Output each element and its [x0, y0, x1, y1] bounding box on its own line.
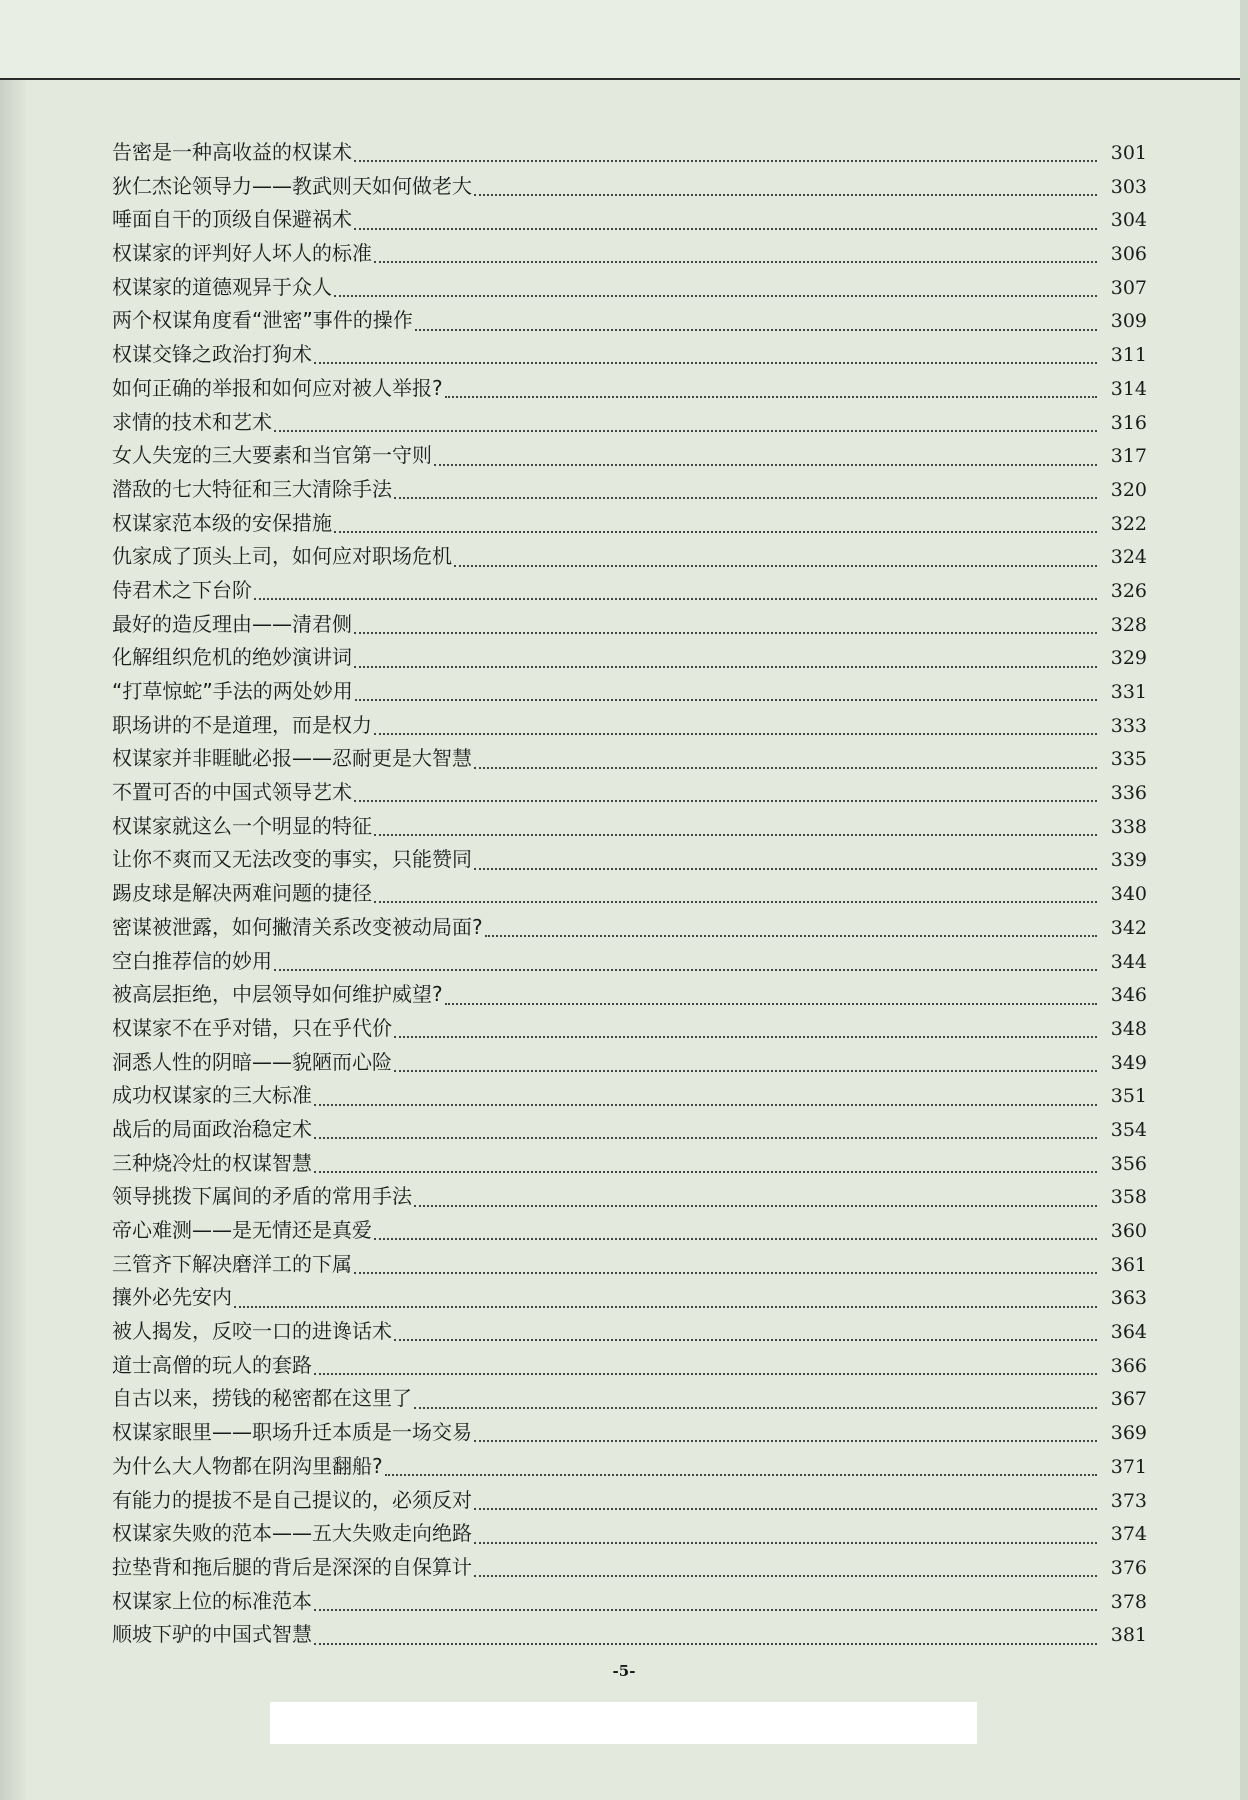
toc-entry-page-number: 374	[1110, 1523, 1147, 1546]
toc-entry-page-number: 360	[1110, 1220, 1147, 1242]
toc-entry-title: 为什么大人物都在阴沟里翻船?	[112, 1453, 383, 1478]
toc-entry-title: 战后的局面政治稳定术	[112, 1116, 312, 1141]
dot-leader	[445, 1002, 1097, 1005]
toc-entry-title: 权谋家失败的范本——五大失败走向绝路	[112, 1521, 472, 1546]
toc-entry-title: 领导挑拨下属间的矛盾的常用手法	[112, 1184, 412, 1209]
toc-entry-page-number: 324	[1110, 546, 1147, 569]
toc-entry[interactable]	[112, 877, 1147, 911]
dot-leader	[334, 530, 1097, 533]
toc-entry-title: 两个权谋角度看“泄密”事件的操作	[112, 308, 413, 333]
toc-entry-title: 侍君术之下台阶	[112, 577, 252, 602]
toc-entry-title: 权谋家并非睚眦必报——忍耐更是大智慧	[112, 746, 472, 771]
dot-leader	[354, 227, 1097, 230]
dot-leader	[274, 429, 1097, 432]
toc-entry-title: 权谋交锋之政治打狗术	[112, 342, 312, 367]
dot-leader	[434, 463, 1097, 466]
dot-leader	[314, 1608, 1097, 1611]
toc-entry-title: 被高层拒绝，中层领导如何维护威望?	[112, 982, 443, 1007]
toc-entry-title: 有能力的提拔不是自己提议的，必须反对	[112, 1487, 472, 1512]
toc-entry-page-number: 340	[1110, 883, 1147, 906]
toc-entry-page-number: 344	[1110, 950, 1147, 973]
redaction-box	[270, 1702, 977, 1744]
toc-entry-page-number: 333	[1110, 714, 1147, 737]
dot-leader	[355, 698, 1097, 701]
toc-entry[interactable]	[112, 1281, 1147, 1315]
toc-entry-title: 不置可否的中国式领导艺术	[112, 780, 352, 805]
dot-leader	[394, 1069, 1097, 1072]
toc-entry-page-number: 304	[1110, 209, 1147, 232]
page-top-margin	[0, 0, 1248, 80]
toc-entry-title: 如何正确的举报和如何应对被人举报?	[112, 375, 443, 400]
toc-entry-title: 三管齐下解决磨洋工的下属	[112, 1251, 352, 1276]
toc-entry-page-number: 371	[1110, 1455, 1147, 1478]
toc-entry-title: 空白推荐信的妙用	[112, 948, 272, 973]
dot-leader	[454, 564, 1097, 567]
dot-leader	[354, 631, 1097, 634]
toc-entry-page-number: 322	[1110, 512, 1147, 535]
toc-entry-page-number: 358	[1110, 1186, 1147, 1209]
toc-entry-title: 狄仁杰论领导力——教武则天如何做老大	[112, 173, 472, 198]
toc-entry-page-number: 306	[1110, 243, 1147, 266]
toc-entry-title: 求情的技术和艺术	[112, 409, 272, 434]
toc-entry-title: 权谋家就这么一个明显的特征	[112, 813, 372, 838]
toc-entry-title: 权谋家范本级的安保措施	[112, 510, 332, 535]
toc-entry-title: 化解组织危机的绝妙演讲词	[112, 645, 352, 670]
toc-entry[interactable]	[112, 641, 1147, 675]
toc-entry-title: 被人揭发，反咬一口的进谗话术	[112, 1319, 392, 1344]
dot-leader	[394, 496, 1097, 499]
toc-entry[interactable]	[112, 1517, 1147, 1551]
dot-leader	[415, 328, 1097, 331]
dot-leader	[474, 193, 1097, 196]
dot-leader	[445, 395, 1097, 398]
dot-leader	[474, 1574, 1097, 1577]
toc-entry-page-number: 361	[1110, 1253, 1147, 1276]
toc-entry-page-number: 363	[1110, 1287, 1147, 1310]
toc-entry-page-number: 335	[1110, 748, 1147, 771]
toc-entry-title: 攘外必先安内	[112, 1285, 232, 1310]
dot-leader	[354, 1271, 1097, 1274]
toc-entry[interactable]	[112, 945, 1147, 979]
dot-leader	[374, 833, 1097, 836]
toc-entry[interactable]	[112, 1618, 1147, 1652]
toc-entry[interactable]	[112, 1147, 1147, 1181]
toc-entry-page-number: 342	[1110, 916, 1147, 939]
toc-entry-page-number: 314	[1110, 377, 1147, 400]
dot-leader	[314, 1170, 1097, 1173]
toc-entry-title: 让你不爽而又无法改变的事实，只能赞同	[112, 847, 472, 872]
toc-entry-page-number: 369	[1110, 1422, 1147, 1445]
toc-entry[interactable]	[112, 1012, 1147, 1046]
toc-entry[interactable]	[112, 810, 1147, 844]
dot-leader	[474, 1541, 1097, 1544]
dot-leader	[394, 1035, 1097, 1038]
dot-leader	[314, 361, 1097, 364]
toc-entry[interactable]	[112, 1113, 1147, 1147]
toc-entry[interactable]	[112, 203, 1147, 237]
toc-entry[interactable]	[112, 776, 1147, 810]
toc-entry-page-number: 336	[1110, 782, 1147, 805]
toc-entry[interactable]	[112, 439, 1147, 473]
toc-entry-title: 顺坡下驴的中国式智慧	[112, 1622, 312, 1647]
toc-entry[interactable]	[112, 911, 1147, 945]
toc-entry[interactable]	[112, 1382, 1147, 1416]
toc-entry[interactable]	[112, 843, 1147, 877]
toc-entry[interactable]	[112, 372, 1147, 406]
dot-leader	[374, 900, 1097, 903]
binding-edge	[0, 80, 26, 1800]
toc-entry-title: 权谋家眼里——职场升迁本质是一场交易	[112, 1420, 472, 1445]
toc-entry[interactable]	[112, 1416, 1147, 1450]
toc-entry-page-number: 320	[1110, 478, 1147, 501]
toc-entry-page-number: 376	[1110, 1556, 1147, 1579]
toc-entry-page-number: 356	[1110, 1152, 1147, 1175]
toc-entry-page-number: 373	[1110, 1489, 1147, 1512]
toc-entry-title: 告密是一种高收益的权谋术	[112, 140, 352, 164]
toc-entry[interactable]	[112, 1551, 1147, 1585]
toc-entry-page-number: 301	[1110, 142, 1147, 164]
toc-entry[interactable]	[112, 709, 1147, 743]
dot-leader	[474, 1439, 1097, 1442]
toc-entry[interactable]	[112, 675, 1147, 709]
toc-entry-title: 最好的造反理由——清君侧	[112, 611, 352, 636]
toc-entry-title: 仇家成了顶头上司，如何应对职场危机	[112, 544, 452, 569]
toc-entry-title: 密谋被泄露，如何撇清关系改变被动局面?	[112, 914, 483, 939]
toc-entry-page-number: 351	[1110, 1085, 1147, 1108]
dot-leader	[314, 1642, 1097, 1645]
dot-leader	[414, 1406, 1097, 1409]
toc-entry-title: 洞悉人性的阴暗——貌陋而心险	[112, 1049, 392, 1074]
toc-entry-title: 成功权谋家的三大标准	[112, 1083, 312, 1108]
toc-entry-page-number: 316	[1110, 411, 1147, 434]
toc-entry-title: 唾面自干的顶级自保避祸术	[112, 207, 352, 232]
toc-entry[interactable]	[112, 507, 1147, 541]
toc-entry[interactable]	[112, 338, 1147, 372]
toc-entry[interactable]	[112, 978, 1147, 1012]
toc-entry[interactable]	[112, 1450, 1147, 1484]
top-rule-divider	[0, 78, 1240, 80]
toc-entry[interactable]	[112, 237, 1147, 271]
toc-entry[interactable]	[112, 406, 1147, 440]
dot-leader	[234, 1305, 1097, 1308]
dot-leader	[254, 597, 1097, 600]
toc-entry-page-number: 346	[1110, 984, 1147, 1007]
toc-entry-title: “打草惊蛇”手法的两处妙用	[112, 679, 353, 703]
toc-entry-page-number: 311	[1110, 344, 1147, 367]
dot-leader	[385, 1473, 1097, 1476]
dot-leader	[374, 260, 1097, 263]
dot-leader	[485, 934, 1097, 937]
toc-entry-page-number: 339	[1110, 849, 1147, 872]
dot-leader	[474, 867, 1097, 870]
toc-entry-title: 拉垫背和拖后腿的背后是深深的自保算计	[112, 1554, 472, 1579]
toc-entry-page-number: 338	[1110, 815, 1147, 838]
dot-leader	[394, 1338, 1097, 1341]
toc-entry-page-number: 331	[1110, 681, 1147, 703]
toc-entry-page-number: 326	[1110, 579, 1147, 602]
dot-leader	[374, 1237, 1097, 1240]
toc-entry[interactable]	[112, 473, 1147, 507]
toc-entry-title: 权谋家的道德观异于众人	[112, 274, 332, 299]
toc-entry[interactable]	[112, 170, 1147, 204]
page-number: -5-	[612, 1662, 636, 1680]
toc-entry[interactable]	[112, 136, 1147, 170]
dot-leader	[314, 1372, 1097, 1375]
toc-entry-title: 自古以来，捞钱的秘密都在这里了	[112, 1386, 412, 1411]
dot-leader	[274, 968, 1097, 971]
toc-entry-page-number: 378	[1110, 1590, 1147, 1613]
toc-entry[interactable]	[112, 1214, 1147, 1248]
toc-entry-page-number: 303	[1110, 175, 1147, 198]
toc-entry-title: 权谋家的评判好人坏人的标准	[112, 241, 372, 266]
toc-entry[interactable]	[112, 1349, 1147, 1383]
toc-entry[interactable]	[112, 742, 1147, 776]
toc-entry-page-number: 381	[1110, 1624, 1147, 1647]
dot-leader	[354, 159, 1097, 162]
toc-entry-page-number: 349	[1110, 1051, 1147, 1074]
toc-entry-page-number: 329	[1110, 647, 1147, 670]
toc-entry[interactable]	[112, 1180, 1147, 1214]
toc-entry-title: 权谋家上位的标准范本	[112, 1588, 312, 1613]
toc-entry[interactable]	[112, 1046, 1147, 1080]
toc-entry-title: 权谋家不在乎对错，只在乎代价	[112, 1015, 392, 1040]
toc-entry-page-number: 367	[1110, 1388, 1147, 1411]
toc-entry[interactable]	[112, 608, 1147, 642]
toc-entry[interactable]	[112, 1484, 1147, 1518]
toc-entry[interactable]	[112, 574, 1147, 608]
toc-entry[interactable]	[112, 1079, 1147, 1113]
dot-leader	[354, 799, 1097, 802]
dot-leader	[354, 665, 1097, 668]
dot-leader	[334, 294, 1097, 297]
toc-entry-page-number: 354	[1110, 1118, 1147, 1141]
toc-entry[interactable]	[112, 1315, 1147, 1349]
toc-entry[interactable]	[112, 1585, 1147, 1619]
toc-entry[interactable]	[112, 1248, 1147, 1282]
toc-entry-page-number: 366	[1110, 1354, 1147, 1377]
dot-leader	[414, 1204, 1097, 1207]
toc-entry-title: 职场讲的不是道理，而是权力	[112, 712, 372, 737]
right-page-edge	[1240, 0, 1248, 1800]
dot-leader	[474, 1507, 1097, 1510]
dot-leader	[374, 732, 1097, 735]
toc-entry-page-number: 348	[1110, 1017, 1147, 1040]
toc-entry-title: 踢皮球是解决两难问题的捷径	[112, 881, 372, 906]
toc-entry-page-number: 317	[1110, 445, 1147, 468]
toc-entry[interactable]	[112, 304, 1147, 338]
toc-entry[interactable]	[112, 540, 1147, 574]
dot-leader	[314, 1136, 1097, 1139]
table-of-contents	[112, 136, 1147, 1652]
toc-entry-title: 女人失宠的三大要素和当官第一守则	[112, 443, 432, 468]
dot-leader	[314, 1103, 1097, 1106]
toc-entry-page-number: 309	[1110, 310, 1147, 333]
toc-entry-title: 潜敌的七大特征和三大清除手法	[112, 476, 392, 501]
toc-entry-title: 三种烧冷灶的权谋智慧	[112, 1150, 312, 1175]
toc-entry-title: 帝心难测——是无情还是真爱	[112, 1218, 372, 1242]
dot-leader	[474, 766, 1097, 769]
toc-entry[interactable]	[112, 271, 1147, 305]
toc-entry-page-number: 328	[1110, 613, 1147, 636]
toc-entry-page-number: 307	[1110, 276, 1147, 299]
toc-entry-title: 道士高僧的玩人的套路	[112, 1352, 312, 1377]
toc-entry-page-number: 364	[1110, 1321, 1147, 1344]
